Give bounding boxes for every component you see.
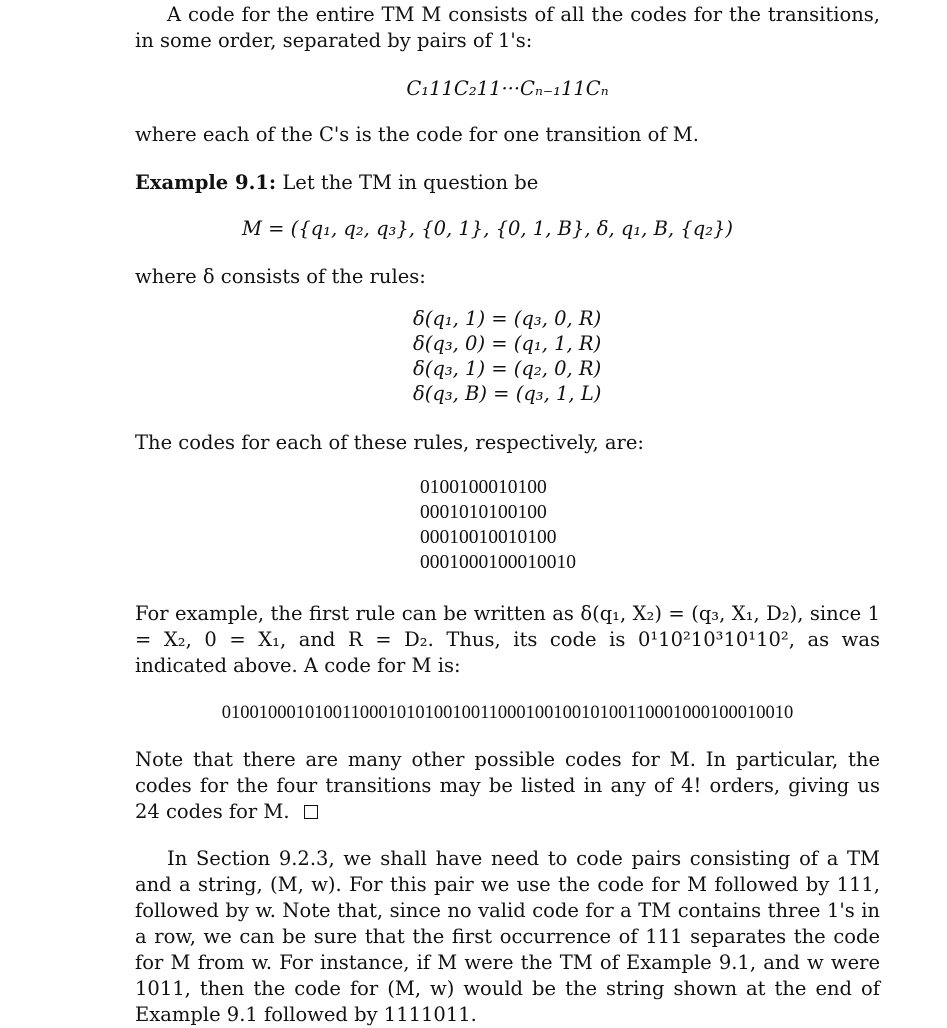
example-heading: [135, 170, 880, 196]
code-line: 0100100010100: [420, 477, 547, 498]
qed-icon: [304, 805, 318, 819]
codes-list: [420, 475, 680, 575]
display-full-code: 01001000101001100010101001001100010010010100110001000100010010: [221, 703, 794, 723]
rule-line: δ(q₃, B) = (q₃, 1, L): [413, 382, 602, 405]
paragraph-tm-string-pairs: In Section 9.2.3, we shall have need to code pairs consisting of a TM and a string, (M, w). For this pair we use the code for M followed by 111, followed by w. Note that, since no valid code for a TM contains three 1's in a row, we can be sure that the first occurrence of 111 separates the code for M from w. For instance, if M were the TM of Example 9.1, and w were 1011, then the code for (M, w) would be the string shown at the end of Example 9.1 followed by 1111011.: [135, 847, 880, 1026]
example-text: Let the TM in question be: [282, 171, 539, 194]
paragraph-rules-intro: where δ consists of the rules:: [135, 265, 426, 288]
code-line: 0001010100100: [420, 502, 547, 523]
paragraph-first-rule-example: For example, the first rule can be written as δ(q₁, X₂) = (q₃, X₁, D₂), since 1 = X₂, 0 = X₁, and R = D₂. Thus, its code is 0¹10²10³10¹10², as was indicated above. A code for M is:: [135, 602, 880, 677]
display-code-sequence: C₁11C₂11···Cₙ₋₁11Cₙ: [406, 77, 609, 100]
code-line: 0001000100010010: [420, 552, 576, 573]
paragraph-code-definition: A code for the entire TM M consists of all the codes for the transitions, in some order, separated by pairs of 1's:: [135, 3, 880, 52]
paragraph-other-codes: [135, 747, 880, 825]
rule-line: δ(q₁, 1) = (q₃, 0, R): [413, 307, 602, 330]
rules-list: [413, 306, 673, 406]
rule-line: δ(q₃, 0) = (q₁, 1, R): [413, 332, 602, 355]
rule-line: δ(q₃, 1) = (q₂, 0, R): [413, 357, 602, 380]
paragraph-other-codes-text: Note that there are many other possible codes for M. In particular, the codes for the four transitions may be listed in any of 4! orders, giving us 24 codes for M.: [135, 748, 880, 823]
display-tm-definition: M = ({q₁, q₂, q₃}, {0, 1}, {0, 1, B}, δ, q₁, B, {q₂}): [241, 217, 734, 240]
paragraph-c-explanation: where each of the C's is the code for one transition of M.: [135, 123, 699, 146]
code-line: 00010010010100: [420, 527, 557, 548]
example-label: Example 9.1:: [135, 171, 277, 194]
paragraph-codes-intro: The codes for each of these rules, respectively, are:: [135, 431, 644, 454]
